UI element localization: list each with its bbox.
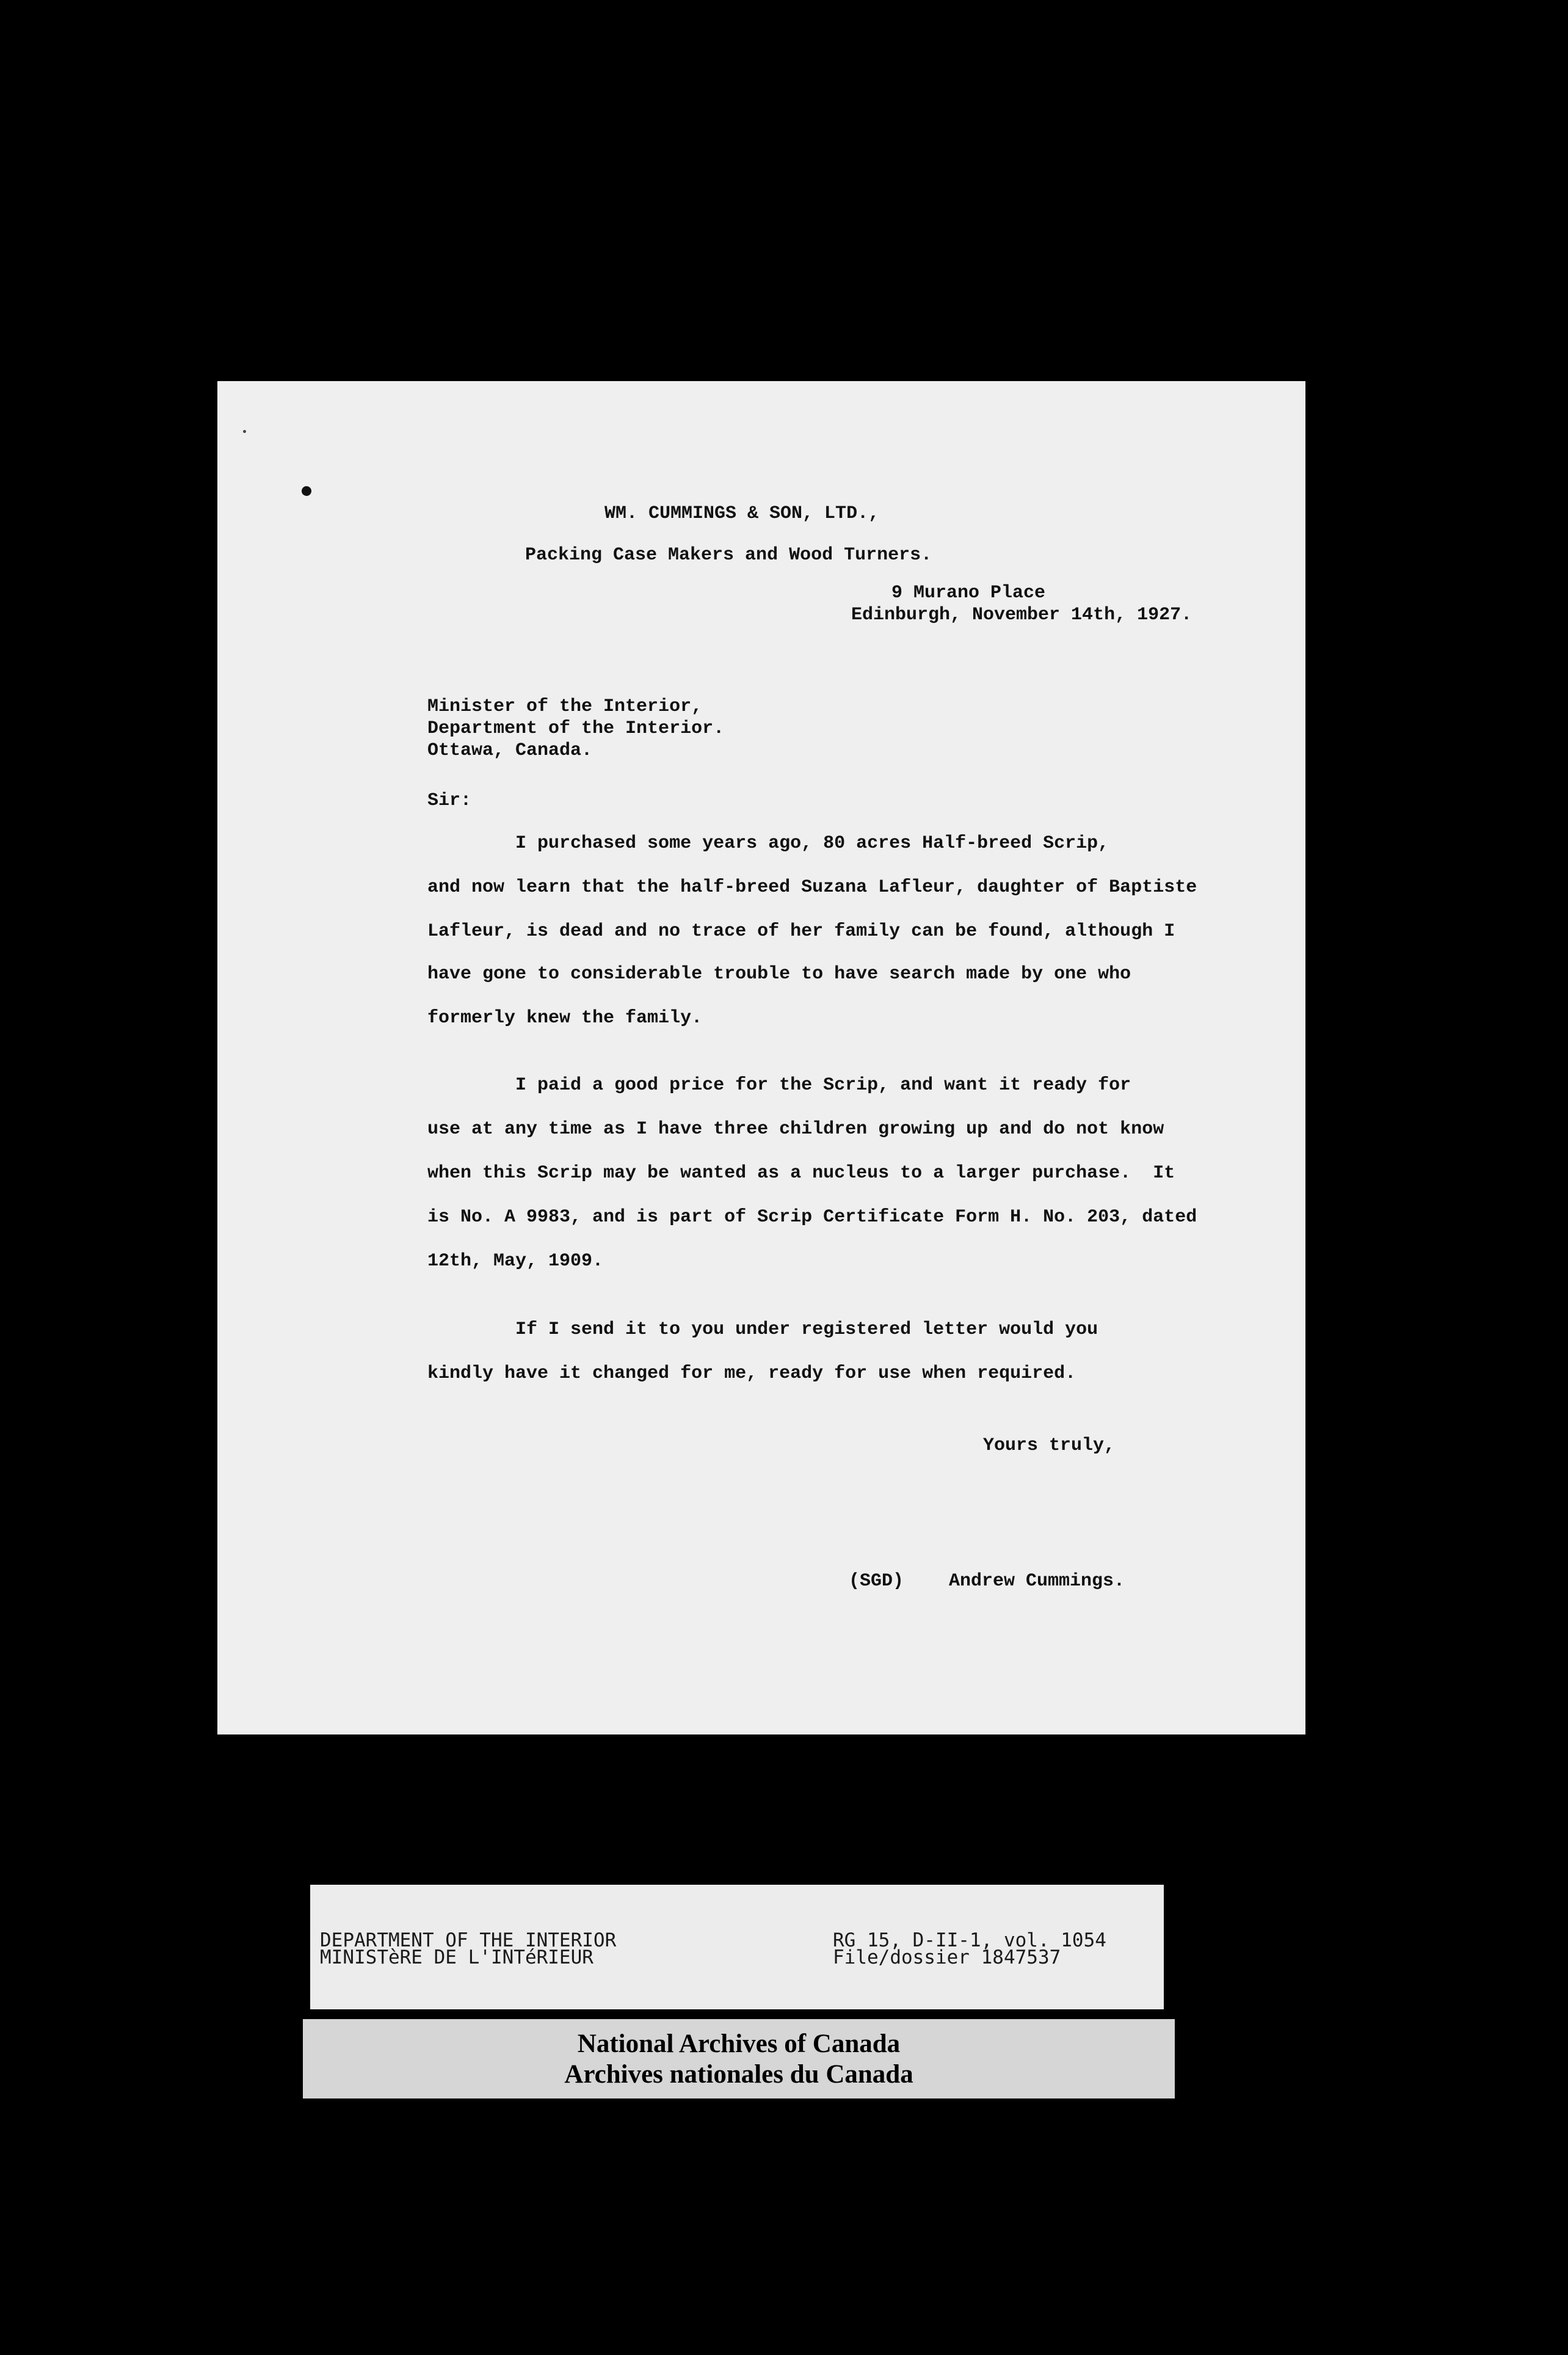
body-line: formerly knew the family.	[427, 1008, 703, 1028]
ink-speck	[300, 484, 313, 498]
place-date: Edinburgh, November 14th, 1927.	[851, 605, 1192, 625]
body-line: I paid a good price for the Scrip, and want it ready for	[427, 1075, 1131, 1096]
sender-address: 9 Murano Place	[891, 583, 1046, 603]
department-french: MINISTèRE DE L'INTéRIEUR	[320, 1946, 593, 1968]
body-line: is No. A 9983, and is part of Scrip Certificate Form H. No. 203, dated	[427, 1207, 1197, 1228]
record-group-reference: RG 15, D-II-1, vol. 1054	[833, 1929, 1106, 1951]
recipient-line: Department of the Interior.	[427, 718, 725, 739]
recipient-line: Minister of the Interior,	[427, 696, 703, 717]
body-line: I purchased some years ago, 80 acres Half-breed Scrip,	[427, 833, 1109, 854]
body-line: If I send it to you under registered letter would you	[427, 1319, 1098, 1340]
company-name: WM. CUMMINGS & SON, LTD.,	[604, 503, 880, 524]
archives-name-french: Archives nationales du Canada	[564, 2060, 913, 2089]
recipient-line: Ottawa, Canada.	[427, 740, 593, 761]
closing: Yours truly,	[983, 1435, 1116, 1456]
body-line: kindly have it changed for me, ready for use when required.	[427, 1363, 1076, 1384]
body-line: and now learn that the half-breed Suzana Lafleur, daughter of Baptiste	[427, 877, 1197, 898]
archive-reference-label	[310, 1885, 1164, 2009]
archives-name-english: National Archives of Canada	[577, 2029, 901, 2058]
paper-mark	[243, 430, 246, 433]
signed-mark: (SGD)	[849, 1571, 904, 1592]
body-line: have gone to considerable trouble to have search made by one who	[427, 964, 1131, 985]
body-line: use at any time as I have three children growing up and do not know	[427, 1119, 1164, 1140]
department-english: DEPARTMENT OF THE INTERIOR	[320, 1929, 617, 1951]
letter-page	[217, 381, 1305, 1734]
file-number: File/dossier 1847537	[833, 1946, 1061, 1968]
signature: Andrew Cummings.	[949, 1571, 1125, 1592]
salutation: Sir:	[427, 790, 472, 811]
body-line: Lafleur, is dead and no trace of her family can be found, although I	[427, 921, 1175, 942]
company-trade: Packing Case Makers and Wood Turners.	[525, 545, 932, 566]
archives-banner	[303, 2019, 1175, 2098]
body-line: when this Scrip may be wanted as a nucleus to a larger purchase. It	[427, 1163, 1175, 1184]
body-line: 12th, May, 1909.	[427, 1251, 604, 1272]
